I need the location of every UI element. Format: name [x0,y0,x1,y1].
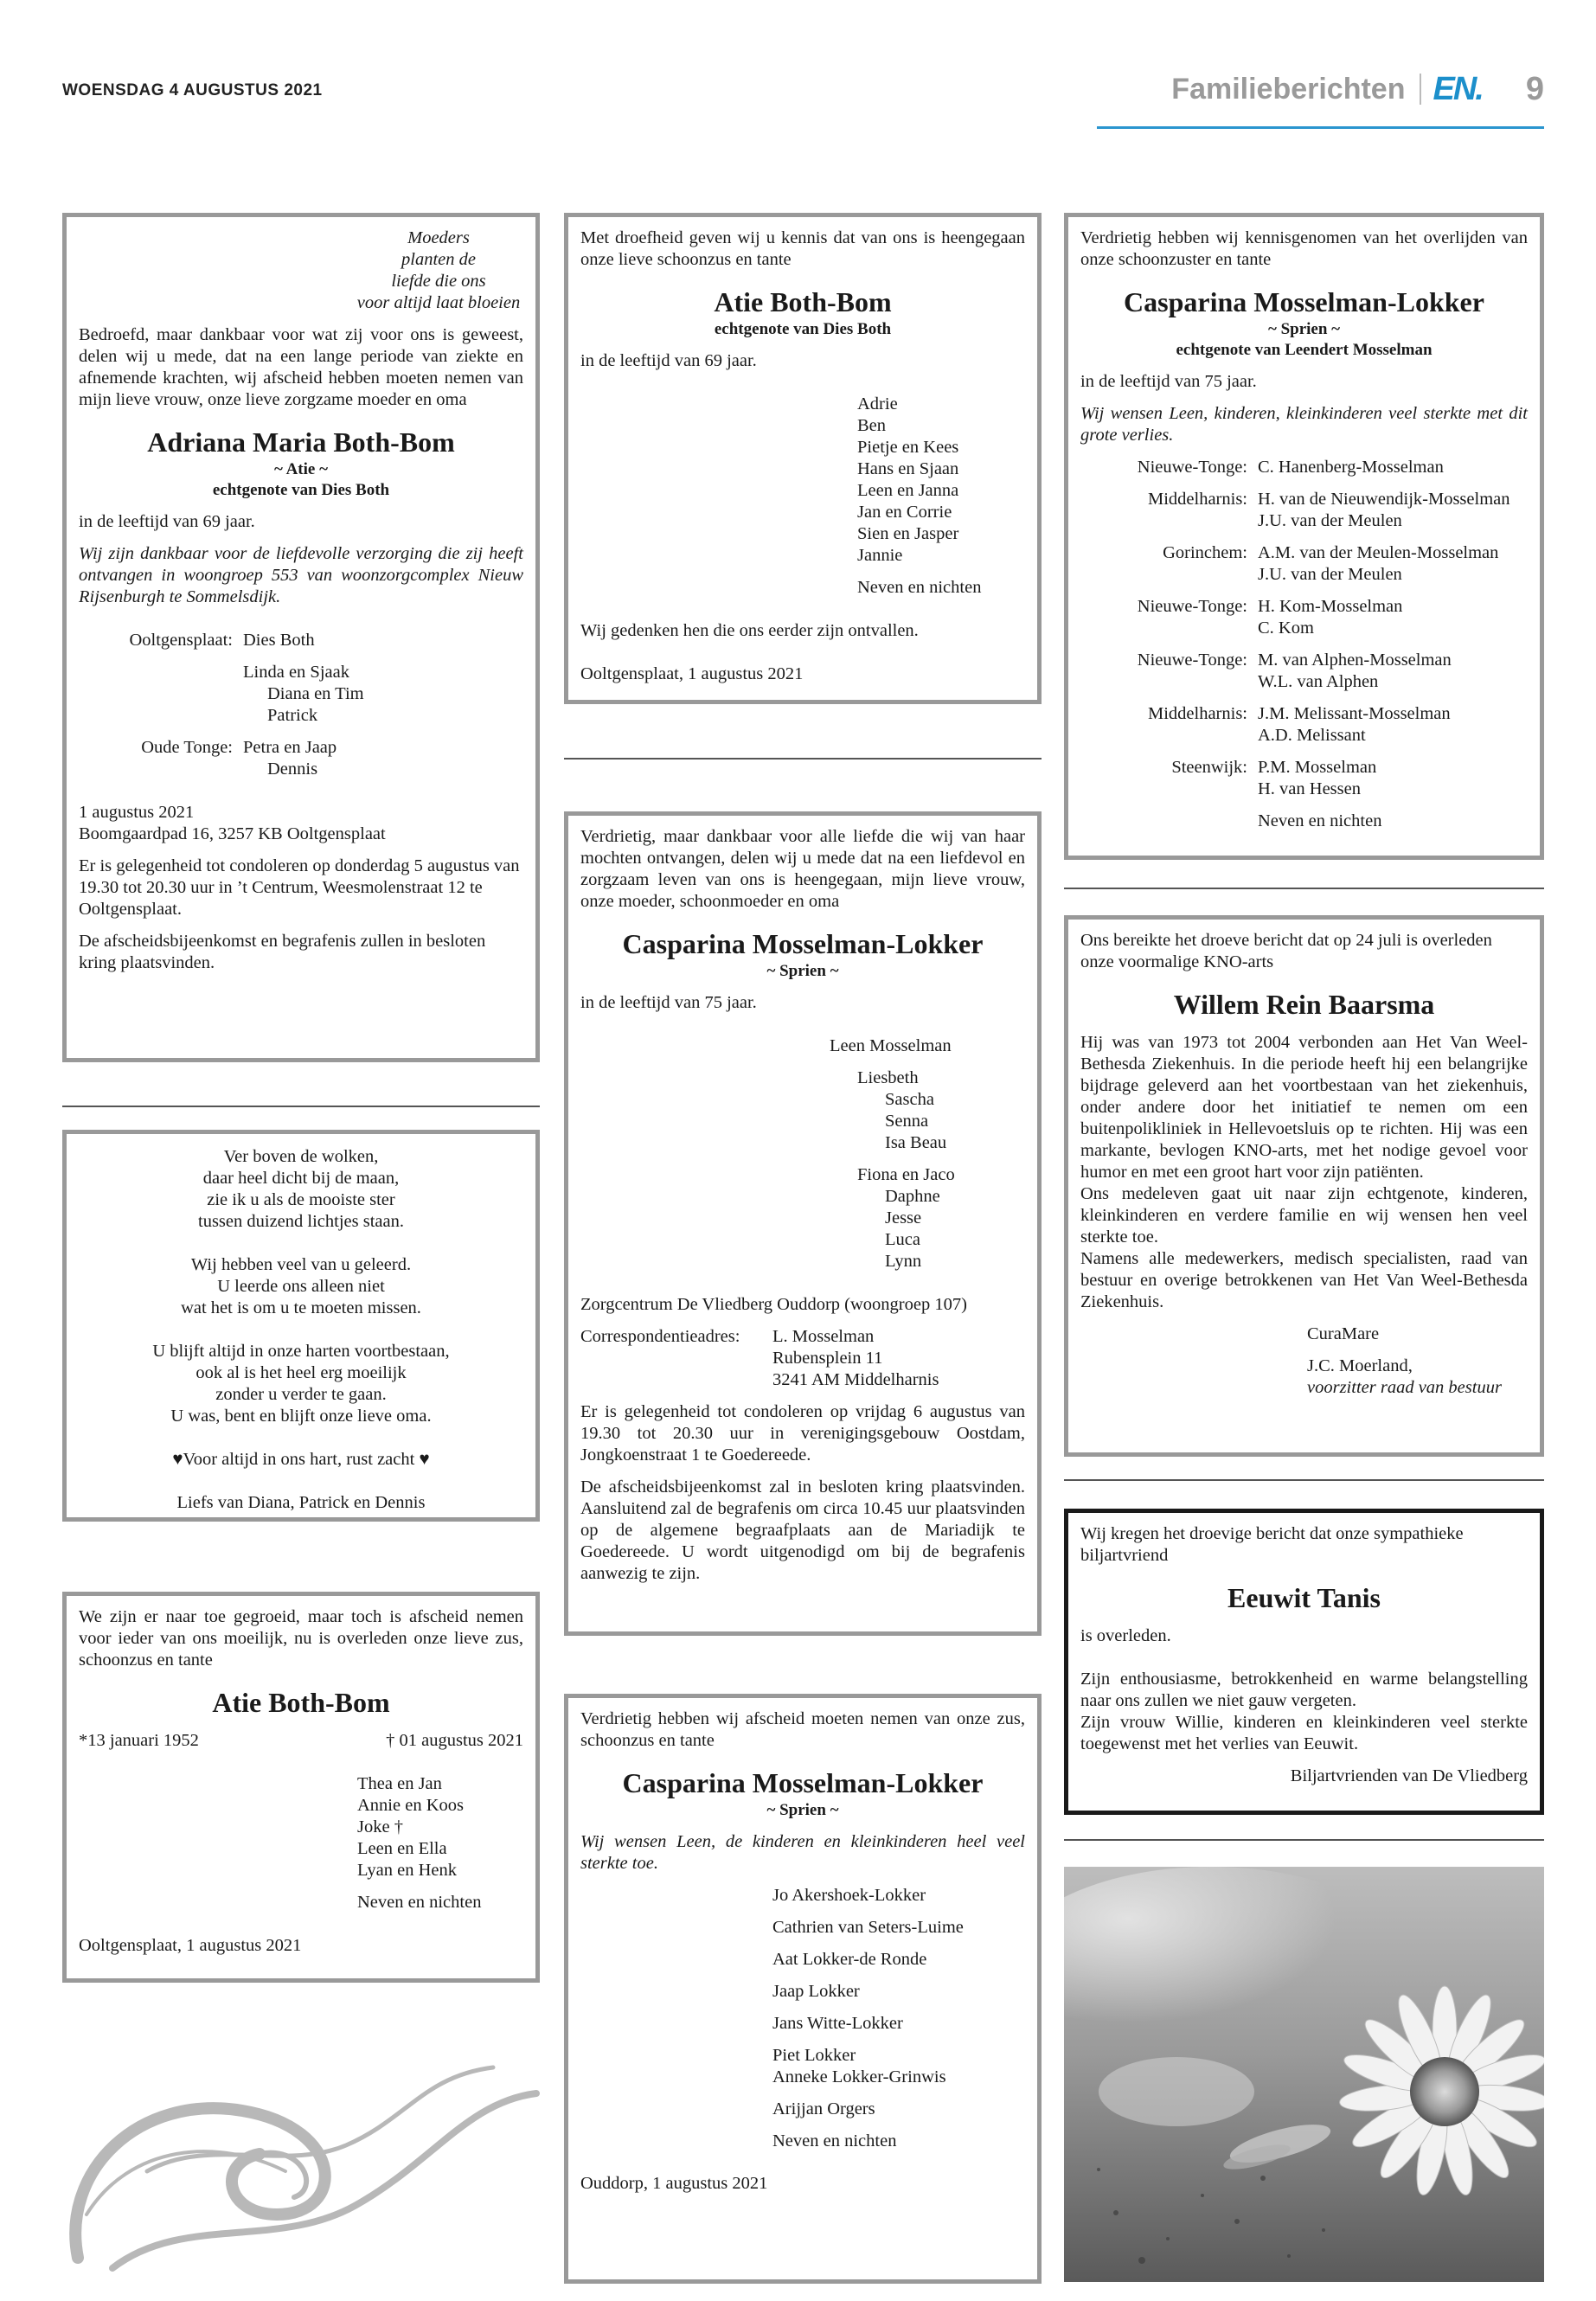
family-name: C. Kom [1258,619,1314,638]
poem-line: tussen duizend lichtjes staan. [198,1212,404,1231]
family-group [772,1981,1025,2003]
nephews-line: Neven en nichten [357,1893,482,1912]
family-names [1258,489,1528,532]
grandchildren-list [580,1186,1025,1272]
grandchild-name: Sascha [885,1090,934,1109]
grandchildren-list [580,1089,1025,1154]
address-line: Rubensplein 11 [772,1349,883,1368]
column-divider [1064,888,1544,889]
swirl-ornament [61,2041,545,2275]
intro-text: Verdrietig hebben wij afscheid moeten nemen van onze zus, schoonzus en tante [580,1709,1025,1750]
family-name: J.U. van der Meulen [1258,565,1402,584]
poem-line: U leerde ons alleen niet [217,1277,385,1296]
family-name: Jan en Corrie [857,503,952,522]
wish-text: Wij wensen Leen, kinderen, kleinkinderen veel sterkte met dit grote verlies. [1080,404,1528,445]
intro-text: Verdrietig, maar dankbaar voor alle liefde die wij van haar mochten ontvangen, delen wij u mede dat na een liefdevol en zorgzaam leven van ons is heengegaan, mijn lieve vrouw, onze moeder, schoonmoeder en oma [580,827,1025,911]
intro-text: Bedroefd, maar dankbaar voor wat zij voor ons is geweest, delen wij u mede, dat na een lange periode van ziekte en afnemende krachten, wij afscheid hebben moeten nemen van mijn lieve vrouw, onze lieve zorgzame moeder en oma [79,325,523,409]
death-date: † 01 augustus 2021 [386,1731,523,1750]
age-line: in de leeftijd van 69 jaar. [79,512,255,531]
nickname: ~ Sprien ~ [1267,320,1341,338]
column-divider [62,1106,540,1107]
notice-atie-both-bom-siblings [62,1592,540,1983]
notice-adriana-both-bom [62,213,540,1062]
age-line: in de leeftijd van 75 jaar. [580,993,757,1012]
family-list [580,394,1025,567]
poem-line: Moeders [407,228,470,247]
family-names [1258,596,1528,639]
family-row [1080,542,1528,586]
deceased-name: Casparina Mosselman-Lokker [622,928,984,959]
poem-line: Ver boven de wolken, [223,1147,379,1166]
address-line: 3241 AM Middelharnis [772,1370,939,1389]
thanks-text: Wij zijn dankbaar voor de liefdevolle verzorging die zij heeft ontvangen in woongroep 553 van woonzorgcomplex Nieuw Rijsenburgh te Sommelsdijk. [79,544,523,606]
poem-line: voor altijd laat bloeien [356,293,521,312]
place-label [1080,811,1258,832]
intro-text: Ons bereikte het droeve bericht dat op 24 juli is overleden onze voormalige KNO-arts [1080,931,1492,971]
nickname: ~ Atie ~ [274,460,328,478]
family-names [1258,457,1528,478]
memory-line: Wij gedenken hen die ons eerder zijn ontvallen. [580,621,919,640]
daisy-photo [1064,1867,1544,2282]
deceased-name: Atie Both-Bom [212,1687,390,1718]
family-name: C. Hanenberg-Mosselman [1258,458,1444,477]
family-row [1080,596,1528,639]
place-label: Gorinchem: [1163,543,1247,562]
family-name: Hans en Sjaan [857,459,959,478]
spouse-line: echtgenote van Dies Both [212,481,390,499]
family-name: W.L. van Alphen [1258,672,1379,691]
family-group [772,2099,1025,2120]
poem-line: daar heel dicht bij de maan, [202,1169,400,1188]
family-group [772,2013,1025,2035]
grandchild-name: Isa Beau [885,1133,947,1152]
family-names [1258,650,1528,693]
poem-line: ♥Voor altijd in ons hart, rust zacht ♥ [172,1450,430,1469]
family-name: Ben [857,416,887,435]
family-row [1080,811,1528,832]
place-label: Ooltgensplaat: [129,631,233,650]
header-divider [1420,74,1421,105]
poem [79,228,523,314]
body-text: Ons medeleven gaat uit naar zijn echtgenote, kinderen, kleinkinderen en verdere familie en wij wensen hen veel sterkte toe. [1080,1184,1528,1247]
family-name: Neven en nichten [772,2131,897,2150]
poem-line: U was, bent en blijft onze lieve oma. [170,1407,432,1426]
family-name: Anneke Lokker-Grinwis [772,2067,946,2086]
notice-casparina-siblings [564,1694,1042,2284]
family-name: J.M. Melissant-Mosselman [1258,704,1451,723]
signer-name: J.C. Moerland, [1307,1356,1413,1375]
grandchild-name: Daphne [885,1187,940,1206]
family-name: Arijjan Orgers [772,2099,875,2118]
family-name: Patrick [267,706,318,725]
family-row [1080,457,1528,478]
family-name: Jannie [857,546,903,565]
poem-line: ook al is het heel erg moeilijk [195,1363,407,1382]
intro-text: Wij kregen het droevige bericht dat onze sympathieke biljartvriend [1080,1524,1464,1565]
address-line: Boomgaardpad 16, 3257 KB Ooltgensplaat [79,824,386,843]
nephews-line: Neven en nichten [857,578,982,597]
family-group [772,1949,1025,1971]
funeral-text: De afscheidsbijeenkomst en begrafenis zullen in besloten kring plaatsvinden. [79,932,486,972]
nickname: ~ Sprien ~ [766,1801,839,1819]
page-number: 9 [1525,70,1544,107]
family-name: Adrie [857,394,898,413]
correspondence-row [580,1326,1025,1391]
poem-line: zie ik u als de mooiste ster [207,1190,395,1209]
family-name: A.M. van der Meulen-Mosselman [1258,543,1499,562]
family-group [772,1885,1025,1907]
family-name: J.U. van der Meulen [1258,511,1402,530]
place-label: Nieuwe-Tonge: [1137,597,1247,616]
family-name: Jans Witte-Lokker [772,2014,903,2033]
place-label: Middelharnis: [1147,704,1247,723]
poem-line: zonder u verder te gaan. [215,1385,387,1404]
family-list [79,1773,523,1881]
dates-row [79,1730,523,1752]
family-name: Thea en Jan [357,1774,442,1793]
family-list [580,1885,1025,2152]
notice-willem-rein-baarsma [1064,915,1544,1457]
body-text: Zijn enthousiasme, betrokkenheid en warme belangstelling naar ons zullen we niet gauw vergeten. [1080,1670,1528,1710]
date-line: 1 augustus 2021 [79,803,195,822]
notice-eeuwit-tanis [1064,1509,1544,1815]
family-names [1258,542,1528,586]
family-name: Lyan en Henk [357,1861,457,1880]
notice-casparina-family [564,811,1042,1636]
organisation: CuraMare [1307,1324,1380,1343]
family-name: H. Kom-Mosselman [1258,597,1403,616]
family-name: Piet Lokker [772,2046,856,2065]
poem-line: planten de [401,250,476,269]
family-names [1258,811,1528,832]
family-name: H. van de Nieuwendijk-Mosselman [1258,490,1510,509]
deceased-name: Adriana Maria Both-Bom [147,426,455,458]
body-text: Hij was van 1973 tot 2004 verbonden aan Het Van Weel-Bethesda Ziekenhuis. In die periode heeft hij een belangrijke bijdrage geleverd aan het voortbestaan van het ziekenhuis, onder andere door het initiatief te nemen om een buitenpolikliniek in Hellevoetsluis op te richten. Hij was een markante, bevlogen KNO-arts, met het nodige gevoel voor humor en met een groot hart voor zijn patiënten. [1080,1033,1528,1182]
condolence-text: Er is gelegenheid tot condoleren op donderdag 5 augustus van 19.30 tot 20.30 uur in ’t Centrum, Weesmolenstraat 12 te Ooltgensplaat. [79,856,520,919]
notice-poem-oma [62,1130,540,1522]
family-names [1258,703,1528,747]
family-list [1080,457,1528,832]
family-group [772,2131,1025,2152]
body-text: Namens alle medewerkers, medisch specialisten, raad van bestuur en overige betrokkenen van Het Van Weel-Bethesda Ziekenhuis. [1080,1249,1528,1311]
poem-line: Liefs van Diana, Patrick en Dennis [176,1493,426,1512]
poem-line [79,1233,523,1254]
family-name: Aat Lokker-de Ronde [772,1950,927,1969]
column-divider [564,758,1042,760]
poem-line [79,1471,523,1492]
family-names [1258,757,1528,800]
husband-name: Leen Mosselman [830,1036,952,1055]
poem-line [79,1319,523,1341]
family-group [772,1917,1025,1939]
grandchild-name: Luca [885,1230,920,1249]
condolence-text: Er is gelegenheid tot condoleren op vrijdag 6 augustus van 19.30 tot 20.30 uur in verenigingsgebouw Oostdam, Jongkoenstraat 1 te Goedereede. [580,1402,1025,1465]
deceased-name: Atie Both-Bom [714,286,892,317]
place-label: Steenwijk: [1171,758,1247,777]
header-masthead [1171,67,1544,111]
birth-date: *13 januari 1952 [79,1731,199,1750]
family-row [1080,757,1528,800]
poem-line [79,1427,523,1449]
family-name: P.M. Mosselman [1258,758,1377,777]
family-row [1080,703,1528,747]
notice-atie-both-bom-inlaws [564,213,1042,704]
child-name: Fiona en Jaco [857,1165,955,1184]
family-row [79,630,523,651]
signature: Biljartvrienden van De Vliedberg [1290,1766,1528,1785]
poem-line: Wij hebben veel van u geleerd. [190,1255,412,1274]
logo: EN. [1433,70,1483,107]
place-label: Oude Tonge: [141,738,233,757]
section-title: Familieberichten [1171,72,1406,106]
correspondence-address [772,1326,1025,1391]
column-divider [1064,1839,1544,1841]
header-rule [1097,126,1544,129]
child-name: Liesbeth [857,1068,919,1087]
signer-role: voorzitter raad van bestuur [1307,1378,1502,1397]
poem-line: liefde die ons [391,272,486,291]
family-name: Cathrien van Seters-Luime [772,1918,964,1937]
deceased-name: Casparina Mosselman-Lokker [1124,286,1484,317]
family-name: Jaap Lokker [772,1982,860,2001]
wish-text: Wij wensen Leen, de kinderen en kleinkinderen heel veel sterkte toe. [580,1832,1025,1873]
family-name: Linda en Sjaak [243,663,349,682]
family-row [1080,650,1528,693]
family-name: Dies Both [243,631,315,650]
family-name: Joke † [357,1817,403,1836]
column-divider [1064,1479,1544,1481]
deceased-name: Willem Rein Baarsma [1173,989,1435,1020]
family-name: Sien en Jasper [857,524,959,543]
funeral-text: De afscheidsbijeenkomst zal in besloten kring plaatsvinden. Aansluitend zal de begrafenis om circa 10.45 uur plaatsvinden op de algemene begraafplaats aan de Mariadijk te Goedereede. U wordt uitgenodigd om bij de begrafenis aanwezig te zijn. [580,1477,1025,1583]
family-name: Diana en Tim [267,684,364,703]
family-name: Leen en Janna [857,481,959,500]
family-row [79,737,523,759]
family-name: H. van Hessen [1258,779,1361,798]
place-label: Middelharnis: [1147,490,1247,509]
family-name: Annie en Koos [357,1796,464,1815]
spouse-line: echtgenote van Dies Both [714,320,892,338]
family-name: M. van Alphen-Mosselman [1258,651,1452,670]
grandchild-name: Lynn [885,1252,922,1271]
notice-casparina-inlaws [1064,213,1544,860]
intro-text: Verdrietig hebben wij kennisgenomen van het overlijden van onze schoonzuster en tante [1080,228,1528,269]
poem-lines [79,1146,523,1514]
age-line: in de leeftijd van 75 jaar. [1080,372,1257,391]
place-label: Nieuwe-Tonge: [1137,458,1247,477]
poem-line: U blijft altijd in onze harten voortbestaan, [152,1342,450,1361]
header-date: WOENSDAG 4 AUGUSTUS 2021 [62,81,323,99]
age-line: in de leeftijd van 69 jaar. [580,351,757,370]
place-label: Nieuwe-Tonge: [1137,651,1247,670]
family-name: Neven en nichten [1258,811,1382,830]
intro-text: We zijn er naar toe gegroeid, maar toch is afscheid nemen voor ieder van ons moeilijk, nu is overleden onze lieve zus, schoonzus en tante [79,1607,523,1670]
grandchild-name: Senna [885,1112,929,1131]
place-date-line: Ooltgensplaat, 1 augustus 2021 [580,664,804,683]
nickname: ~ Sprien ~ [766,962,839,980]
family-row [1080,489,1528,532]
family-name: Jo Akershoek-Lokker [772,1886,926,1905]
family-name: A.D. Melissant [1258,726,1366,745]
deceased-name: Eeuwit Tanis [1227,1582,1381,1613]
place-date-line: Ooltgensplaat, 1 augustus 2021 [79,1936,302,1955]
intro-text: Met droefheid geven wij u kennis dat van ons is heengegaan onze lieve schoonzus en tante [580,228,1025,269]
grandchild-name: Jesse [885,1208,922,1227]
deceased-name: Casparina Mosselman-Lokker [622,1767,984,1798]
family-name: Leen en Ella [357,1839,447,1858]
family-name: Dennis [267,760,318,779]
family-name: Petra en Jaap [243,738,337,757]
family-group [772,2045,1025,2088]
died-line: is overleden. [1080,1626,1171,1645]
address-line: L. Mosselman [772,1327,875,1346]
spouse-line: echtgenote van Leendert Mosselman [1176,341,1433,359]
care-home-line: Zorgcentrum De Vliedberg Ouddorp (woongroep 107) [580,1295,967,1314]
place-date-line: Ouddorp, 1 augustus 2021 [580,2174,768,2193]
body-text: Zijn vrouw Willie, kinderen en kleinkinderen veel sterkte toegewenst met het verlies van Eeuwit. [1080,1713,1528,1753]
correspondence-label: Correspondentieadres: [580,1327,740,1346]
family-name: Pietje en Kees [857,438,959,457]
poem-line: wat het is om u te moeten missen. [181,1298,421,1317]
